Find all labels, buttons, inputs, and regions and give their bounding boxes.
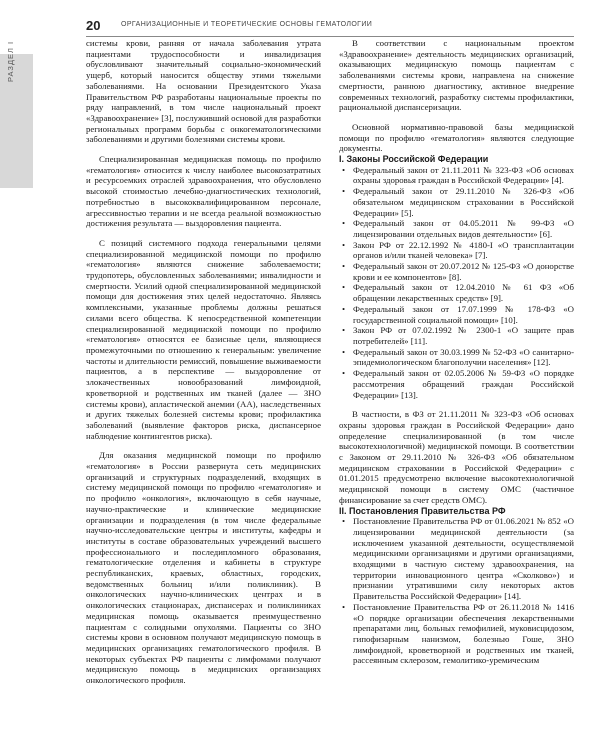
left-column [86, 38, 321, 738]
paragraph: системы крови, ранняя от начала заболевания утрата пациентами трудоспособности и инвалидизация обусловливают значительный социально-экономический ущерб, который наносится обществу этими тяжелыми заболеваниями. На основании Президентского Указа Правительством РФ разработаны национальные проекты по ряду направлений, в том числе национальный проект «Здравоохранение» [3], послуживший основой для разработки региональных программ борьбы с онкогематологическими заболеваниями и другими болезнями системы крови. [86, 38, 321, 145]
section-heading: II. Постановления Правительства РФ [339, 505, 506, 516]
paragraph: Для оказания медицинской помощи по профилю «гематология» в России развернута сеть медицинских организаций и структурных подразделений, входящих в систему медицинской помощи по профилю «гематология» и по профилю «онкология», включающую в себя научные, научно-практические и клинические медицинские организации и подразделения (в том числе федеральные научно-исследовательские центры и институты, кафедры и институты в составе образовательных учреждений высшего профессионального и последипломного образования, гематологические отделения и кабинеты в структуре республиканских, краевых, областных, городских, ведомственных больниц и/или поликлиник). В онкологических научно-клинических центрах и в онкологических стационарах, диспансерах и поликлиниках медицинская помощь оказывается преимущественно пациентам с солидными опухолями. Пациенты со ЗНО системы крови в основном получают медицинскую помощь в медицинских организациях гематологического профиля. В некоторых субъектах РФ пациенты с лимфомами получают медицинскую помощь в медицинских организациях онкологического профиля. [86, 450, 321, 686]
header-rule [86, 36, 574, 37]
list-item: • Федеральный закон от 20.07.2012 № 125-ФЗ «О донорстве крови и ее компонентов» [8]. [339, 261, 574, 282]
running-head: ОРГАНИЗАЦИОННЫЕ И ТЕОРЕТИЧЕСКИЕ ОСНОВЫ ГЕМАТОЛОГИИ [121, 21, 373, 28]
list-item: • Федеральный закон от 30.03.1999 № 52-ФЗ «О санитарно-эпидемиологическом благополучии населения» [12]. [339, 347, 574, 368]
list-item: • Федеральный закон от 02.05.2006 № 59-ФЗ «О порядке рассмотрения обращений граждан Российской Федерации» [13]. [339, 368, 574, 400]
paragraph: В частности, в ФЗ от 21.11.2011 № 323-ФЗ «Об основах охраны здоровья граждан в Российской Федерации» дано определение специализированной (в том числе высокотехнологичной) медицинской помощи. В соответствии с Законом от 29.11.2010 № 326-ФЗ «Об обязательном медицинском страховании в Российской Федерации» с 01.01.2015 предусмотрено включение высокотехнологичной медицинской помощи в систему ОМС (частичное финансирование за счет средств ОМС). [339, 409, 574, 505]
paragraph: С позиций системного подхода генеральными целями специализированной медицинской помощи по профилю «гематология» являются снижение заболеваемости; трудопотерь, обусловленных заболеваниями; инвалидности и смертности. Усилий одной специализированной медицинской помощи для достижения этих целей недостаточно. Являясь комплексными, указанные проблемы должны решаться силами всего общества. К непосредственной компетенции специализированной медицинской помощи по профилю «гематология» относятся ее базисные цели, являющиеся промежуточными по отношению к генеральным: увеличение частоты и длительности ремиссий, повышение выживаемости пациентов, а в перспективе — выздоровление от злокачественных новообразований лимфоидной, кроветворной и родственных им тканей (далее — ЗНО системы крови), апластической анемии (АА), наследственных и других тяжелых болезней системы крови; профилактика заболеваний (выявление факторов риска, диспансерное наблюдение контингентов риска). [86, 237, 321, 441]
right-column [339, 38, 574, 738]
section-heading: I. Законы Российской Федерации [339, 154, 489, 165]
list-item: • Федеральный закон от 21.11.2011 № 323-ФЗ «Об основах охраны здоровья граждан в Российской Федерации» [4]. [339, 165, 574, 186]
laws-list [339, 165, 574, 400]
list-item: • Постановление Правительства РФ от 26.11.2018 № 1416 «О порядке организации обеспечения лекарственными препаратами лиц, больных гемофилией, муковисцидозом, гипофизарным нанизмом, болезнью Гоше, ЗНО лимфоидной, кроветворной и родственных им тканей, рассеянным склерозом, гемолитико-уремическим [339, 602, 574, 666]
section-tab [0, 54, 33, 188]
list-item: • Федеральный закон от 12.04.2010 № 61 ФЗ «Об обращении лекарственных средств» [9]. [339, 282, 574, 303]
list-item: • Федеральный закон от 17.07.1999 № 178-ФЗ «О государственной социальной помощи» [10]. [339, 304, 574, 325]
page-number: 20 [86, 18, 101, 33]
paragraph: Специализированная медицинская помощь по профилю «гематология» относится к числу наиболее высокозатратных и ресурсоемких отраслей здравоохранения, что обусловлено высокой стоимостью лечебно-диагностических технологий, потребностью в высококвалифицированном персонале, агрессивностью терапии и не всегда реальной возможностью достижения результата — выздоровления пациента. [86, 154, 321, 229]
list-item: • Федеральный закон от 04.05.2011 № 99-ФЗ «О лицензировании отдельных видов деятельности» [6]. [339, 218, 574, 239]
paragraph: В соответствии с национальным проектом «Здравоохранение» деятельность медицинских организаций, оказывающих медицинскую помощь пациентам с заболеваниями системы крови, направлена на снижение смертности, раннюю диагностику, активное внедрение современных технологий, разработку системы профилактики, рациональной диспансеризации. [339, 38, 574, 113]
section-tab-label: РАЗДЕЛ I [6, 40, 15, 82]
list-item: • Федеральный закон от 29.11.2010 № 326-ФЗ «Об обязательном медицинском страховании в Российской Федерации» [5]. [339, 186, 574, 218]
list-item: • Закон РФ от 22.12.1992 № 4180-I «О трансплантации органов и/или тканей человека» [7]. [339, 240, 574, 261]
decrees-list [339, 516, 574, 666]
list-item: • Закон РФ от 07.02.1992 № 2300-1 «О защите прав потребителей» [11]. [339, 325, 574, 346]
paragraph: Основной нормативно-правовой базы медицинской помощи по профилю «гематология» являются следующие документы. [339, 121, 574, 154]
list-item: • Постановление Правительства РФ от 01.06.2021 № 852 «О лицензировании медицинской деятельности (за исключением указанной деятельности, осуществляемой медицинскими организациями и другими организациями, входящими в частную систему здравоохранения, на территории инновационного центра «Сколково») и признании утратившими силу некоторых актов Правительства Российской Федерации» [14]. [339, 516, 574, 602]
